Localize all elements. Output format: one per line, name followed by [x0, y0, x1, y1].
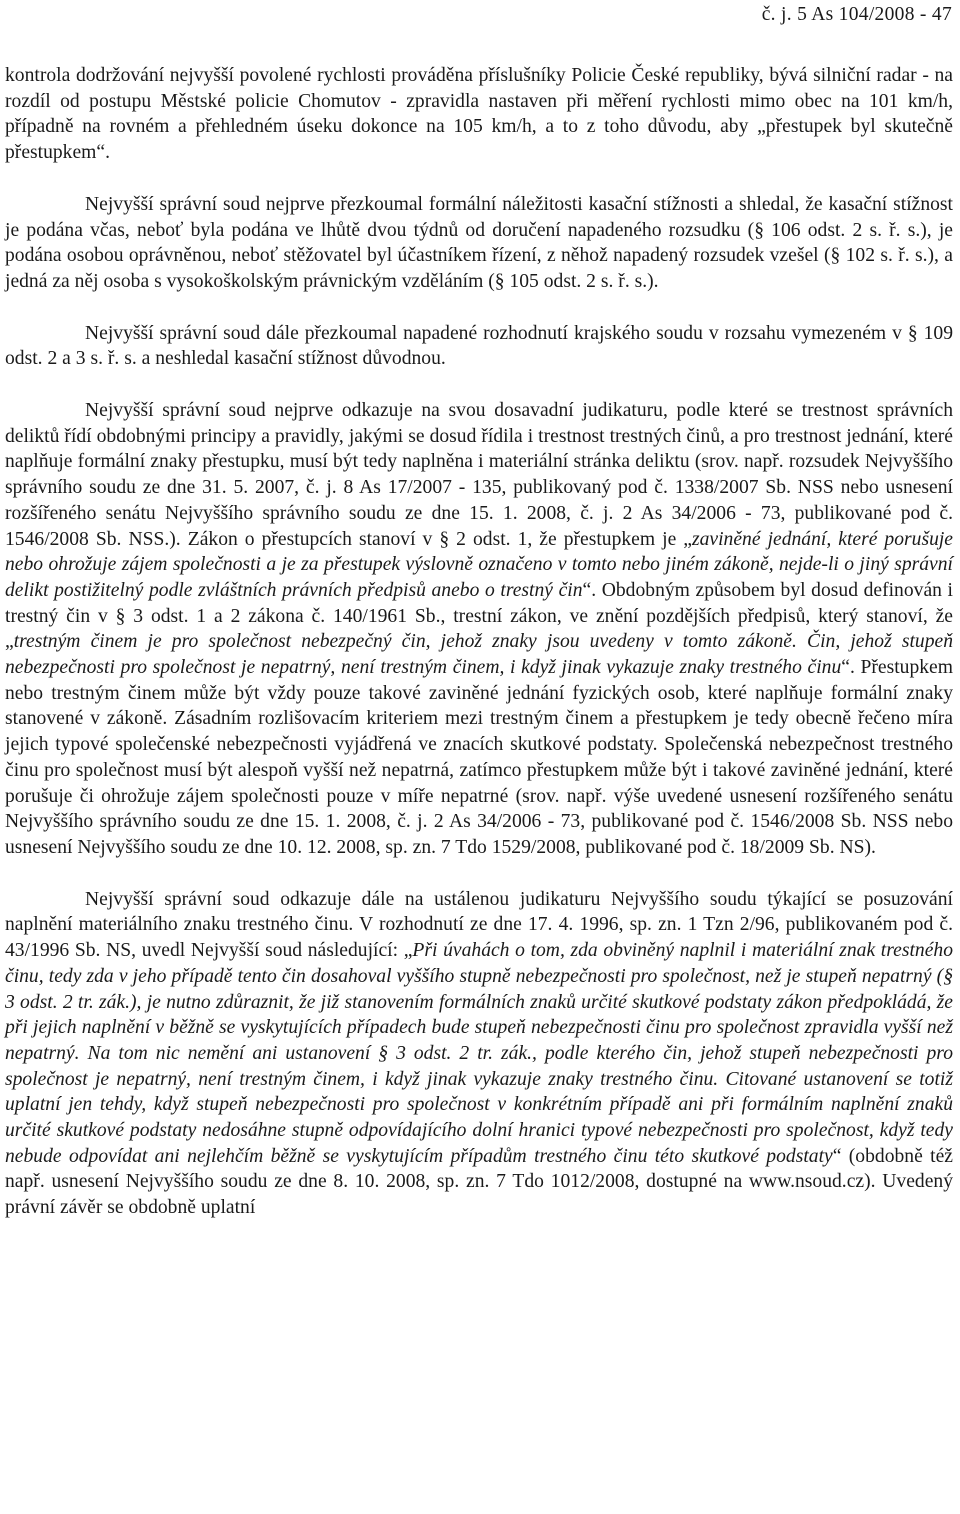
quoted-text: zaviněné jednání, které porušuje nebo ohrožuje zájem společnosti a je za přestupek výslovně označeno v tomto nebo jiném zákoně, nejde-li o jiný správní delikt postižitelný podle zvláštních právních předpisů anebo o trestný čin [5, 528, 954, 601]
quoted-text: Při úvahách o tom, zda obviněný naplnil i materiální znak trestného činu, tedy zda v jeho případě tento čin dosahoval vyššího stupně nebezpečnosti pro společnost, než je stupeň nepatrný (§ 3 odst. 2 tr. zák.), je nutno zdůraznit, že již stanovením formálních znaků určité skutkové podstaty zákon předpokládá, že při jejich naplnění v běžně se vyskytujících případech bude stupeň nebezpečnosti činu pro společnost zpravidla vyšší než nepatrný. Na tom nic nemění ani ustanovení § 3 odst. 2 tr. zák., podle kterého čin, jehož stupeň nebezpečnosti pro společnost je nepatrný, není trestným činem, i když jinak vykazuje znaky trestného činu. Citované ustanovení se totiž uplatní jen tehdy, když stupeň nebezpečnosti pro společnost v konkrétním případě ani při formálním naplnění znaků určité skutkové podstaty nedosáhne stupně odpovídajícího dolní hranici typové nebezpečnosti pro společnost, když tedy nebude odpovídat ani nejlehčím běžně se vyskytujícím případům trestného činu této skutkové podstaty [5, 940, 954, 1167]
paragraph-text: “. Přestupkem nebo trestným činem může být vždy pouze takové zaviněné jednání fyzických osob, které naplňuje formální znaky stanovené v zákoně. Zásadním rozlišovacím kriteriem mezi trestným činem a přestupkem je tedy obecně řečeno míra jejich typové společenské nebezpečnosti vyjádřená ve znacích skutkové podstaty. Společenská nebezpečnost trestného činu pro společnost musí být alespoň vyšší než nepatrná, zatímco přestupkem může být i takové zaviněné jednání, které porušuje či ohrožuje zájem společnosti pouze v míře nepatrné (srov. např. výše uvedené usnesení rozšířeného senátu Nejvyššího správního soudu ze dne 15. 1. 2008, č. j. 2 As 34/2006 - 73, publikované pod č. 1546/2008 Sb. NSS nebo usnesení Nejvyššího soudu ze dne 10. 12. 2008, sp. zn. 7 Tdo 1529/2008, publikované pod č. 18/2009 Sb. NS). [5, 657, 953, 858]
paragraph-text: “. Obdobným způsobem byl dosud definován i trestný čin v § 3 odst. 1 a 2 zákona č. 140/1961 Sb., trestní zákon, ve znění pozdějších předpisů, který stanoví, že „ [5, 579, 953, 653]
paragraph-text: “ (obdobně též např. usnesení Nejvyššího soudu ze dne 8. 10. 2008, sp. zn. 7 Tdo 1012/2008, dostupné na www.nsoud.cz). Uvedený právní závěr se obdobně uplatní [5, 1145, 953, 1219]
paragraph [5, 192, 953, 295]
paragraph [5, 887, 953, 1221]
paragraph-gap [5, 166, 953, 192]
paragraph-gap [5, 295, 953, 321]
paragraph-text: Nejvyšší správní soud dále přezkoumal napadené rozhodnutí krajského soudu v rozsahu vymezeném v § 109 odst. 2 a 3 s. ř. s. a neshledal kasační stížnost důvodnou. [5, 322, 953, 370]
paragraph-text: kontrola dodržování nejvyšší povolené rychlosti prováděna příslušníky Policie České republiky, bývá silniční radar - na rozdíl od postupu Městské policie Chomutov - zpravidla nastaven při měření rychlosti mimo obec na 101 km/h, případně na rovném a přehledném úseku dokonce na 105 km/h, a to z toho důvodu, aby „přestupek byl skutečně přestupkem“. [5, 65, 953, 164]
paragraph-gap [5, 861, 953, 887]
paragraph-gap [5, 372, 953, 398]
paragraph [5, 63, 953, 166]
paragraph-text: Nejvyšší správní soud odkazuje dále na ustálenou judikaturu Nejvyššího soudu týkající se posuzování naplnění materiálního znaku trestného činu. V rozhodnutí ze dne 17. 4. 1996, sp. zn. 1 Tzn 2/96, publikovaném pod č. 43/1996 Sb. NS, uvedl Nejvyšší soud následující: „ [5, 888, 953, 962]
paragraph-text: Nejvyšší správní soud nejprve odkazuje na svou dosavadní judikaturu, podle které se trestnost správních deliktů řídí obdobnými principy a pravidly, jakými se dosud řídila i trestnost trestných činů, a pro trestnost jednání, které naplňuje formální znaky přestupku, musí být tedy naplněna i materiální stránka deliktu (srov. např. rozsudek Nejvyššího správního soudu ze dne 31. 5. 2007, č. j. 8 As 17/2007 - 135, publikovaný pod č. 1338/2007 Sb. NSS nebo usnesení rozšířeného senátu Nejvyššího správního soudu ze dne 15. 1. 2008, č. j. 2 As 34/2006 - 73, publikované pod č. 1546/2008 Sb. NSS.). Zákon o přestupcích stanoví v § 2 odst. 1, že přestupkem je „ [5, 400, 953, 550]
quoted-text: trestným činem je pro společnost nebezpečný čin, jehož znaky jsou uvedeny v tomto zákoně. Čin, jehož stupeň nebezpečnosti pro společnost je nepatrný, není trestným činem, i když jinak vykazuje znaky trestného činu [5, 631, 953, 679]
paragraph-text: Nejvyšší správní soud nejprve přezkoumal formální náležitosti kasační stížnosti a shledal, že kasační stížnost je podána včas, neboť byla podána ve lhůtě dvou týdnů od doručení napadeného rozsudku (§ 106 odst. 2 s. ř. s.), je podána osobou oprávněnou, neboť stěžovatel byl účastníkem řízení, z něhož napadený rozsudek vzešel (§ 102 s. ř. s.), a jedná za něj osoba s vysokoškolským právnickým vzděláním (§ 105 odst. 2 s. ř. s.). [5, 193, 953, 292]
paragraph [5, 398, 953, 861]
paragraph [5, 321, 953, 372]
case-reference: č. j. 5 As 104/2008 - 47 [761, 4, 952, 25]
document-body [5, 63, 953, 1221]
